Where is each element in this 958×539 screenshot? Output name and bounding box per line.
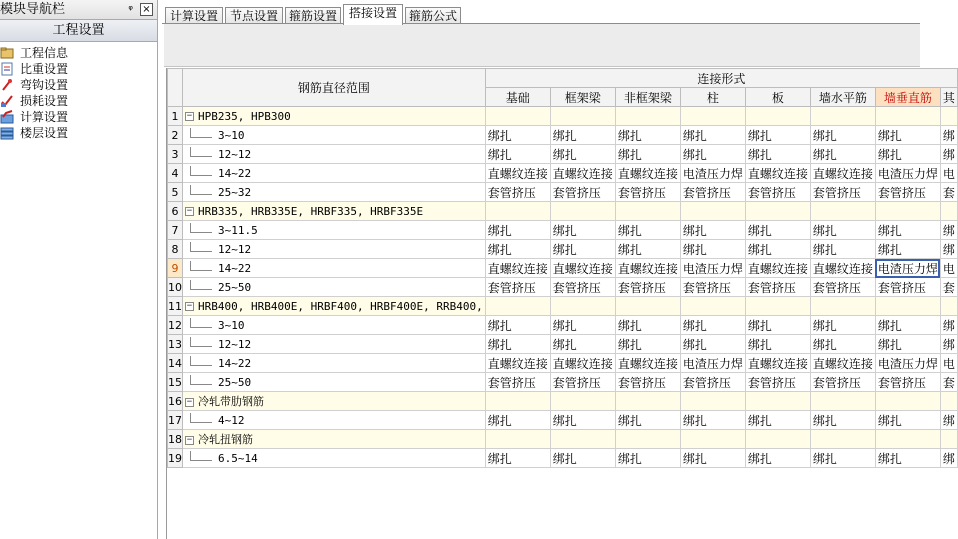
tree-line <box>190 166 212 176</box>
connection-cell[interactable] <box>810 297 875 316</box>
row-number[interactable]: 6 <box>168 202 183 221</box>
connection-cell[interactable] <box>810 392 875 411</box>
connection-cell[interactable]: 电渣压力焊 <box>875 164 940 183</box>
table-row[interactable] <box>168 240 958 259</box>
row-number[interactable]: 11 <box>168 297 183 316</box>
column-header[interactable]: 墙垂直筋 <box>875 88 940 107</box>
connection-cell[interactable]: 绑 <box>940 316 957 335</box>
connection-cell[interactable]: 绑 <box>940 126 957 145</box>
range-label: 12~12 <box>218 147 252 161</box>
connection-cell[interactable] <box>615 430 680 449</box>
connection-cell[interactable]: 绑扎 <box>485 126 550 145</box>
row-number[interactable]: 18 <box>168 430 183 449</box>
connection-cell[interactable]: 直螺纹连接 <box>485 164 550 183</box>
connection-cell[interactable]: 绑扎 <box>485 221 550 240</box>
connection-cell[interactable]: 套管挤压 <box>550 278 615 297</box>
connection-cell[interactable] <box>940 392 957 411</box>
connection-cell[interactable] <box>810 107 875 126</box>
connection-cell[interactable]: 绑扎 <box>810 449 875 468</box>
range-cell <box>183 373 486 392</box>
connection-cell[interactable] <box>615 107 680 126</box>
connection-cell[interactable]: 套管挤压 <box>875 373 940 392</box>
weight-setting-icon <box>0 62 14 76</box>
range-label: 4~12 <box>218 413 245 427</box>
range-label: HRB335, HRB335E, HRBF335, HRBF335E <box>198 204 424 218</box>
tree-line <box>190 147 212 157</box>
connection-cell[interactable]: 绑扎 <box>615 449 680 468</box>
pin-icon[interactable]: ᵠ <box>128 3 133 16</box>
table-row[interactable] <box>168 278 958 297</box>
connection-cell[interactable] <box>745 297 810 316</box>
connection-cell[interactable]: 套 <box>940 373 957 392</box>
range-label: 14~22 <box>218 166 252 180</box>
toolbar-area <box>164 24 920 67</box>
tree-line <box>190 185 212 195</box>
nav-item[interactable] <box>0 109 157 125</box>
connection-cell[interactable]: 绑扎 <box>875 145 940 164</box>
column-header[interactable]: 非框架梁 <box>615 88 680 107</box>
range-cell <box>183 354 486 373</box>
connection-cell[interactable]: 绑扎 <box>485 335 550 354</box>
tree-line <box>190 356 212 366</box>
close-icon[interactable]: × <box>140 3 153 16</box>
range-label: 3~10 <box>218 318 245 332</box>
tree-line <box>190 280 212 290</box>
range-cell <box>183 240 486 259</box>
connection-cell[interactable]: 绑扎 <box>485 316 550 335</box>
connection-cell[interactable] <box>875 392 940 411</box>
range-cell <box>183 316 486 335</box>
range-label: 6.5~14 <box>218 451 258 465</box>
nav-group-header[interactable]: 工程设置 <box>0 20 157 42</box>
connection-cell[interactable]: 套管挤压 <box>745 183 810 202</box>
connection-cell[interactable]: 绑扎 <box>615 240 680 259</box>
table-row[interactable] <box>168 183 958 202</box>
range-cell <box>183 145 486 164</box>
connection-cell[interactable] <box>550 430 615 449</box>
range-label: 3~11.5 <box>218 223 258 237</box>
connection-cell[interactable]: 套管挤压 <box>615 183 680 202</box>
nav-item[interactable] <box>0 125 157 141</box>
connection-cell[interactable]: 电渣压力焊 <box>680 259 745 278</box>
table-row[interactable] <box>168 316 958 335</box>
connection-cell[interactable]: 绑扎 <box>680 316 745 335</box>
connection-cell[interactable]: 套管挤压 <box>680 278 745 297</box>
row-number[interactable]: 14 <box>168 354 183 373</box>
connection-cell[interactable] <box>745 430 810 449</box>
connection-cell[interactable]: 电 <box>940 354 957 373</box>
range-cell <box>183 107 486 126</box>
nav-item-label: 计算设置 <box>20 110 69 124</box>
connection-cell[interactable] <box>550 297 615 316</box>
connection-cell[interactable]: 绑 <box>940 240 957 259</box>
connection-cell[interactable]: 套管挤压 <box>485 373 550 392</box>
floor-setting-icon <box>0 126 14 140</box>
connection-cell[interactable] <box>615 297 680 316</box>
table-row[interactable] <box>168 221 958 240</box>
row-number[interactable]: 13 <box>168 335 183 354</box>
connection-type-header: 连接形式 <box>485 69 957 88</box>
connection-cell[interactable]: 直螺纹连接 <box>745 354 810 373</box>
range-cell <box>183 430 486 449</box>
connection-cell[interactable]: 绑 <box>940 335 957 354</box>
range-label: HPB235, HPB300 <box>198 109 291 123</box>
connection-cell[interactable]: 直螺纹连接 <box>615 354 680 373</box>
tree-line <box>190 223 212 233</box>
connection-cell[interactable]: 直螺纹连接 <box>550 354 615 373</box>
connection-cell[interactable]: 绑扎 <box>615 335 680 354</box>
corner-header <box>168 69 183 107</box>
connection-cell[interactable]: 绑扎 <box>615 145 680 164</box>
connection-cell[interactable]: 套 <box>940 278 957 297</box>
connection-cell[interactable]: 绑扎 <box>875 449 940 468</box>
nav-item[interactable] <box>0 61 157 77</box>
collapse-icon[interactable]: − <box>186 396 193 407</box>
connection-cell[interactable]: 绑扎 <box>485 145 550 164</box>
connection-cell[interactable] <box>940 202 957 221</box>
connection-cell[interactable]: 绑扎 <box>680 221 745 240</box>
connection-cell[interactable]: 绑 <box>940 145 957 164</box>
connection-cell[interactable]: 绑扎 <box>745 335 810 354</box>
connection-cell[interactable]: 直螺纹连接 <box>810 164 875 183</box>
connection-cell[interactable]: 套管挤压 <box>550 373 615 392</box>
connection-cell[interactable]: 电渣压力焊 <box>680 354 745 373</box>
connection-cell[interactable]: 绑扎 <box>810 126 875 145</box>
connection-cell[interactable]: 绑扎 <box>745 221 810 240</box>
connection-cell[interactable] <box>680 202 745 221</box>
tree-line <box>190 242 212 252</box>
range-label: 12~12 <box>218 242 252 256</box>
column-header[interactable]: 柱 <box>680 88 745 107</box>
connection-cell[interactable]: 绑扎 <box>485 449 550 468</box>
row-number[interactable]: 3 <box>168 145 183 164</box>
connection-cell[interactable]: 绑扎 <box>615 221 680 240</box>
range-cell <box>183 449 486 468</box>
connection-cell[interactable] <box>485 430 550 449</box>
connection-cell[interactable]: 绑 <box>940 449 957 468</box>
connection-cell[interactable] <box>680 430 745 449</box>
connection-cell[interactable]: 绑扎 <box>550 126 615 145</box>
group-row[interactable] <box>168 392 958 411</box>
connection-cell[interactable]: 套管挤压 <box>615 278 680 297</box>
connection-cell[interactable] <box>680 107 745 126</box>
collapse-icon[interactable]: − <box>186 206 193 216</box>
connection-cell[interactable]: 绑扎 <box>550 240 615 259</box>
tab[interactable]: 计算设置 <box>165 7 223 25</box>
connection-cell[interactable]: 电渣压力焊 <box>875 354 940 373</box>
group-row[interactable] <box>168 430 958 449</box>
hook-setting-icon <box>0 78 14 92</box>
connection-cell[interactable]: 绑扎 <box>680 449 745 468</box>
connection-cell[interactable]: 绑扎 <box>745 240 810 259</box>
connection-cell[interactable]: 绑扎 <box>550 221 615 240</box>
connection-cell[interactable]: 直螺纹连接 <box>745 164 810 183</box>
connection-cell[interactable] <box>940 107 957 126</box>
connection-cell[interactable] <box>485 297 550 316</box>
connection-cell[interactable] <box>485 392 550 411</box>
connection-cell[interactable]: 绑扎 <box>875 316 940 335</box>
connection-cell[interactable]: 绑扎 <box>550 411 615 430</box>
connection-cell[interactable] <box>810 202 875 221</box>
connection-cell[interactable]: 电渣压力焊 <box>680 164 745 183</box>
range-cell <box>183 164 486 183</box>
connection-cell[interactable]: 绑扎 <box>875 126 940 145</box>
range-cell <box>183 297 486 316</box>
collapse-icon[interactable]: − <box>186 111 193 121</box>
collapse-icon[interactable]: − <box>186 434 193 445</box>
connection-cell[interactable] <box>485 202 550 221</box>
connection-cell[interactable]: 绑扎 <box>680 240 745 259</box>
range-header: 钢筋直径范围 <box>183 69 486 107</box>
connection-cell[interactable]: 套管挤压 <box>745 278 810 297</box>
connection-cell[interactable] <box>810 430 875 449</box>
range-label: 25~32 <box>218 185 252 199</box>
tree-line <box>190 451 212 461</box>
project-info-icon <box>0 46 14 60</box>
connection-cell[interactable] <box>550 202 615 221</box>
column-header[interactable]: 基础 <box>485 88 550 107</box>
range-cell <box>183 259 486 278</box>
row-number[interactable]: 1 <box>168 107 183 126</box>
range-cell <box>183 335 486 354</box>
connection-cell[interactable] <box>615 202 680 221</box>
row-number[interactable]: 5 <box>168 183 183 202</box>
connection-cell[interactable]: 绑扎 <box>485 240 550 259</box>
nav-list <box>0 42 157 141</box>
connection-cell[interactable]: 绑扎 <box>810 411 875 430</box>
range-cell <box>183 221 486 240</box>
connection-cell[interactable]: 套管挤压 <box>485 183 550 202</box>
nav-item-label: 比重设置 <box>20 62 69 76</box>
row-number[interactable]: 17 <box>168 411 183 430</box>
connection-cell[interactable]: 套 <box>940 183 957 202</box>
connection-cell[interactable] <box>550 107 615 126</box>
lap-settings-grid <box>166 68 955 539</box>
connection-cell[interactable]: 直螺纹连接 <box>485 354 550 373</box>
nav-item-label: 工程信息 <box>20 46 69 60</box>
row-number[interactable]: 2 <box>168 126 183 145</box>
range-cell <box>183 183 486 202</box>
connection-cell[interactable]: 绑扎 <box>810 221 875 240</box>
settings-table <box>167 68 958 468</box>
nav-item-label: 弯钩设置 <box>20 78 69 92</box>
connection-cell[interactable]: 直螺纹连接 <box>550 259 615 278</box>
connection-cell[interactable]: 绑扎 <box>810 335 875 354</box>
connection-cell[interactable]: 绑扎 <box>875 335 940 354</box>
tab[interactable]: 箍筋设置 <box>285 7 341 25</box>
range-cell <box>183 202 486 221</box>
connection-cell[interactable]: 套管挤压 <box>810 278 875 297</box>
connection-cell[interactable]: 绑扎 <box>680 335 745 354</box>
nav-item[interactable] <box>0 77 157 93</box>
table-row[interactable] <box>168 354 958 373</box>
collapse-icon[interactable]: − <box>186 301 193 311</box>
nav-item[interactable] <box>0 93 157 109</box>
connection-cell[interactable]: 绑扎 <box>615 126 680 145</box>
connection-cell[interactable] <box>680 392 745 411</box>
connection-cell[interactable]: 绑扎 <box>550 145 615 164</box>
connection-cell[interactable]: 绑扎 <box>875 240 940 259</box>
connection-cell[interactable]: 套管挤压 <box>680 183 745 202</box>
range-label: 25~50 <box>218 280 252 294</box>
group-row[interactable] <box>168 107 958 126</box>
connection-cell[interactable]: 绑扎 <box>745 411 810 430</box>
connection-cell[interactable]: 绑扎 <box>875 221 940 240</box>
connection-cell[interactable]: 套管挤压 <box>875 278 940 297</box>
connection-cell[interactable] <box>875 202 940 221</box>
connection-cell[interactable]: 电 <box>940 259 957 278</box>
connection-cell[interactable]: 绑扎 <box>550 449 615 468</box>
connection-cell[interactable]: 电渣压力焊 <box>875 259 940 278</box>
tab[interactable]: 节点设置 <box>225 7 283 25</box>
connection-cell[interactable]: 绑扎 <box>810 240 875 259</box>
connection-cell[interactable]: 绑扎 <box>810 316 875 335</box>
column-header[interactable]: 其 <box>940 88 957 107</box>
connection-cell[interactable]: 套管挤压 <box>810 183 875 202</box>
connection-cell[interactable] <box>745 202 810 221</box>
connection-cell[interactable]: 绑 <box>940 221 957 240</box>
connection-cell[interactable] <box>875 107 940 126</box>
range-label: HRB400, HRB400E, HRBF400, HRBF400E, RRB400, <box>198 299 483 313</box>
connection-cell[interactable]: 直螺纹连接 <box>810 354 875 373</box>
table-row[interactable] <box>168 164 958 183</box>
connection-cell[interactable] <box>940 430 957 449</box>
table-row[interactable] <box>168 411 958 430</box>
connection-cell[interactable]: 套管挤压 <box>810 373 875 392</box>
connection-cell[interactable]: 绑扎 <box>680 145 745 164</box>
connection-cell[interactable]: 直螺纹连接 <box>485 259 550 278</box>
connection-cell[interactable] <box>940 297 957 316</box>
connection-cell[interactable]: 绑扎 <box>680 411 745 430</box>
nav-item-label: 损耗设置 <box>20 94 69 108</box>
nav-item-label: 楼层设置 <box>20 126 69 140</box>
connection-cell[interactable] <box>550 392 615 411</box>
table-row[interactable] <box>168 145 958 164</box>
range-label: 12~12 <box>218 337 252 351</box>
row-number[interactable]: 8 <box>168 240 183 259</box>
tree-line <box>190 337 212 347</box>
calc-setting-icon <box>0 110 14 124</box>
range-cell <box>183 392 486 411</box>
tree-line <box>190 375 212 385</box>
row-number[interactable]: 12 <box>168 316 183 335</box>
table-row[interactable] <box>168 335 958 354</box>
tab[interactable]: 箍筋公式 <box>405 7 461 25</box>
connection-cell[interactable]: 直螺纹连接 <box>550 164 615 183</box>
row-number[interactable]: 9 <box>168 259 183 278</box>
connection-cell[interactable] <box>615 392 680 411</box>
connection-cell[interactable]: 绑扎 <box>550 335 615 354</box>
connection-cell[interactable]: 绑扎 <box>550 316 615 335</box>
range-label: 14~22 <box>218 356 252 370</box>
tab[interactable]: 搭接设置 <box>343 4 403 25</box>
row-number[interactable]: 16 <box>168 392 183 411</box>
connection-cell[interactable]: 绑 <box>940 411 957 430</box>
table-row[interactable] <box>168 259 958 278</box>
connection-cell[interactable]: 套管挤压 <box>550 183 615 202</box>
connection-cell[interactable]: 直螺纹连接 <box>745 259 810 278</box>
column-header[interactable]: 框架梁 <box>550 88 615 107</box>
connection-cell[interactable]: 绑扎 <box>745 126 810 145</box>
connection-cell[interactable]: 绑扎 <box>875 411 940 430</box>
range-label: 冷轧带肋钢筋 <box>198 395 264 408</box>
row-number[interactable]: 7 <box>168 221 183 240</box>
connection-cell[interactable] <box>680 297 745 316</box>
connection-cell[interactable]: 套管挤压 <box>680 373 745 392</box>
connection-cell[interactable]: 套管挤压 <box>485 278 550 297</box>
group-row[interactable] <box>168 202 958 221</box>
table-row[interactable] <box>168 449 958 468</box>
connection-cell[interactable]: 绑扎 <box>615 411 680 430</box>
nav-item[interactable] <box>0 45 157 61</box>
connection-cell[interactable]: 套管挤压 <box>875 183 940 202</box>
connection-cell[interactable]: 直螺纹连接 <box>810 259 875 278</box>
connection-cell[interactable]: 绑扎 <box>615 316 680 335</box>
connection-cell[interactable] <box>875 430 940 449</box>
range-label: 25~50 <box>218 375 252 389</box>
loss-setting-icon <box>0 94 14 108</box>
range-label: 冷轧扭钢筋 <box>198 433 253 446</box>
column-header[interactable]: 墙水平筋 <box>810 88 875 107</box>
connection-cell[interactable] <box>745 107 810 126</box>
table-row[interactable] <box>168 373 958 392</box>
range-cell <box>183 411 486 430</box>
connection-cell[interactable] <box>485 107 550 126</box>
connection-cell[interactable] <box>875 297 940 316</box>
range-label: 3~10 <box>218 128 245 142</box>
row-number[interactable]: 15 <box>168 373 183 392</box>
range-cell <box>183 126 486 145</box>
connection-cell[interactable]: 绑扎 <box>485 411 550 430</box>
connection-cell[interactable]: 套管挤压 <box>745 373 810 392</box>
group-row[interactable] <box>168 297 958 316</box>
row-number[interactable]: 4 <box>168 164 183 183</box>
connection-cell[interactable]: 电 <box>940 164 957 183</box>
tree-line <box>190 261 212 271</box>
connection-cell[interactable]: 直螺纹连接 <box>615 164 680 183</box>
nav-title-bar <box>0 0 157 20</box>
connection-cell[interactable]: 绑扎 <box>745 145 810 164</box>
row-number[interactable]: 10 <box>168 278 183 297</box>
connection-cell[interactable] <box>745 392 810 411</box>
range-label: 14~22 <box>218 261 252 275</box>
table-row[interactable] <box>168 126 958 145</box>
nav-title: 模块导航栏 <box>0 2 66 17</box>
connection-cell[interactable]: 绑扎 <box>810 145 875 164</box>
connection-cell[interactable]: 套管挤压 <box>615 373 680 392</box>
row-number[interactable]: 19 <box>168 449 183 468</box>
tree-line <box>190 318 212 328</box>
connection-cell[interactable]: 绑扎 <box>745 449 810 468</box>
range-cell <box>183 278 486 297</box>
connection-cell[interactable]: 直螺纹连接 <box>615 259 680 278</box>
column-header[interactable]: 板 <box>745 88 810 107</box>
connection-cell[interactable]: 绑扎 <box>680 126 745 145</box>
tree-line <box>190 413 212 423</box>
connection-cell[interactable]: 绑扎 <box>745 316 810 335</box>
tree-line <box>190 128 212 138</box>
module-nav-panel <box>0 0 158 539</box>
